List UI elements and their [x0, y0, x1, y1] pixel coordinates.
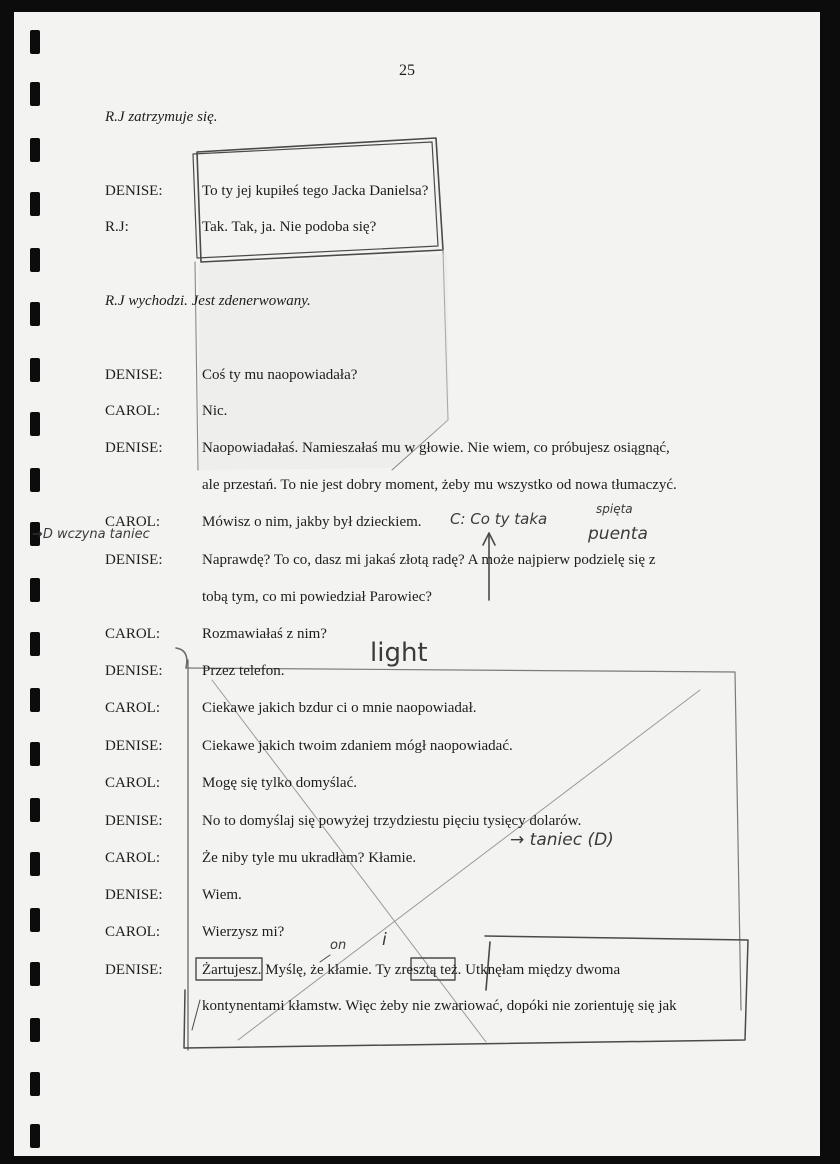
dialog-line: Naprawdę? To co, dasz mi jakaś złotą radę? A może najpierw podzielę się z: [202, 552, 656, 568]
dialog-line: Przez telefon.: [202, 663, 285, 679]
stage-direction: R.J zatrzymuje się.: [105, 109, 218, 125]
dialog-continuation: kontynentami kłamstw. Więc żeby nie zwariować, dopóki nie zorientuję się jak: [202, 998, 677, 1014]
dialog-line: Wierzysz mi?: [202, 924, 285, 940]
dialog-line: Ciekawe jakich twoim zdaniem mógł naopowiadać.: [202, 738, 513, 754]
speaker-name: DENISE:: [105, 813, 163, 829]
dialog-line: Ciekawe jakich bzdur ci o mnie naopowiadał.: [202, 700, 477, 716]
speaker-name: CAROL:: [105, 514, 161, 530]
page-number: 25: [399, 62, 415, 79]
speaker-name: DENISE:: [105, 887, 163, 903]
stage-direction: R.J wychodzi. Jest zdenerwowany.: [105, 293, 311, 309]
speaker-name: CAROL:: [105, 924, 161, 940]
handwritten-note: C: Co ty taka: [450, 510, 548, 528]
speaker-name: DENISE:: [105, 663, 163, 679]
handwritten-note: → taniec (D): [510, 830, 614, 850]
handwritten-note: spięta: [596, 502, 633, 516]
dialog-line: No to domyślaj się powyżej trzydziestu pięciu tysięcy dolarów.: [202, 813, 582, 829]
speaker-name: DENISE:: [105, 183, 163, 199]
handwritten-note: light: [370, 638, 428, 668]
speaker-name: DENISE:: [105, 962, 163, 978]
dialog-line: Wiem.: [202, 887, 242, 903]
handwritten-note: i: [382, 930, 387, 950]
dialog-line: Mówisz o nim, jakby był dzieckiem.: [202, 514, 422, 530]
handwritten-note: puenta: [588, 524, 648, 544]
speaker-name: DENISE:: [105, 552, 163, 568]
dialog-continuation: tobą tym, co mi powiedział Parowiec?: [202, 589, 432, 605]
handwritten-note: →D wczyna taniec: [32, 527, 150, 542]
speaker-name: CAROL:: [105, 850, 161, 866]
dialog-line: Mogę się tylko domyślać.: [202, 775, 357, 791]
speaker-name: DENISE:: [105, 738, 163, 754]
dialog-line: Rozmawiałaś z nim?: [202, 626, 327, 642]
dialog-line: Naopowiadałaś. Namieszałaś mu w głowie. Nie wiem, co próbujesz osiągnąć,: [202, 440, 670, 456]
dialog-continuation: ale przestań. To nie jest dobry moment, żeby mu wszystko od nowa tłumaczyć.: [202, 477, 677, 493]
dialog-line: Tak. Tak, ja. Nie podoba się?: [202, 219, 377, 235]
speaker-name: DENISE:: [105, 440, 163, 456]
dialog-line: Żartujesz. Myślę, że kłamie. Ty zresztą też. Utknęłam między dwoma: [202, 962, 621, 978]
dialog-line: Coś ty mu naopowiadała?: [202, 367, 358, 383]
handwritten-note: on: [330, 938, 347, 953]
dialog-line: To ty jej kupiłeś tego Jacka Danielsa?: [202, 183, 429, 199]
speaker-name: CAROL:: [105, 700, 161, 716]
speaker-name: CAROL:: [105, 775, 161, 791]
speaker-name: DENISE:: [105, 367, 163, 383]
speaker-name: R.J:: [105, 219, 129, 235]
speaker-name: CAROL:: [105, 403, 161, 419]
dialog-line: Nic.: [202, 403, 228, 419]
speaker-name: CAROL:: [105, 626, 161, 642]
dialog-line: Że niby tyle mu ukradłam? Kłamie.: [202, 850, 417, 866]
